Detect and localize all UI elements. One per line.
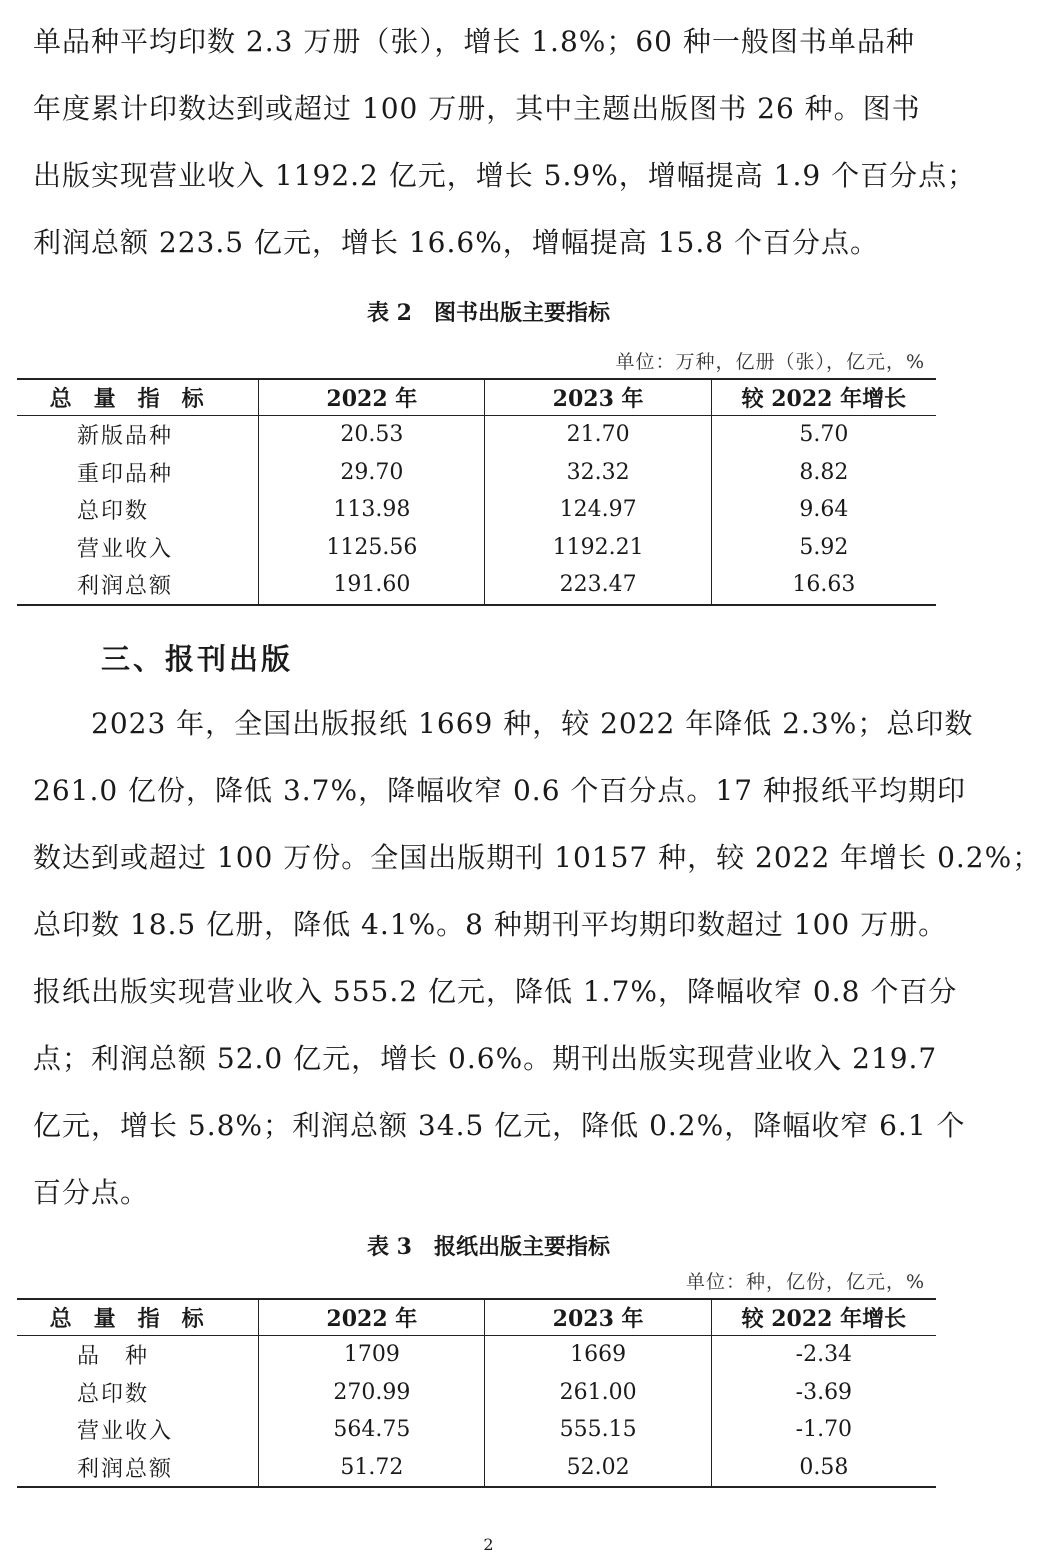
table-row	[17, 1449, 936, 1488]
header-2023: 2023 年	[485, 379, 711, 416]
text-line: 总印数 18.5 亿册，降低 4.1%。8 种期刊平均期印数超过 100 万册。	[33, 908, 948, 941]
value-growth: 16.63	[792, 572, 856, 598]
text-line: 261.0 亿份，降低 3.7%，降幅收窄 0.6 个百分点。17 种报纸平均期印	[33, 774, 966, 807]
value-2023: 223.47	[485, 566, 711, 605]
table2	[17, 378, 936, 606]
header-metric: 总量指标	[17, 379, 259, 416]
value-2022: 270.99	[259, 1374, 485, 1412]
row-name: 重印品种	[17, 454, 259, 492]
value-growth: 9.64	[799, 497, 849, 523]
table-row	[17, 566, 936, 605]
value-2022: 1709	[259, 1336, 485, 1374]
value-growth: 5.92	[799, 534, 849, 560]
table-row	[17, 1374, 936, 1412]
value-growth: -2.34	[795, 1342, 853, 1368]
value-2022: 113.98	[259, 491, 485, 529]
header-metric: 总量指标	[17, 1299, 259, 1336]
text-line: 百分点。	[33, 1176, 150, 1209]
text-line: 出版实现营业收入 1192.2 亿元，增长 5.9%，增幅提高 1.9 个百分点；	[33, 159, 977, 192]
header-2023: 2023 年	[485, 1299, 711, 1336]
table-row	[17, 1411, 936, 1449]
value-2023: 32.32	[485, 454, 711, 492]
text-line: 报纸出版实现营业收入 555.2 亿元，降低 1.7%，降幅收窄 0.8 个百分	[33, 975, 958, 1008]
table-row	[17, 1336, 936, 1374]
row-name: 新版品种	[17, 416, 259, 454]
row-name: 总印数	[17, 491, 259, 529]
value-2023: 21.70	[485, 416, 711, 454]
value-growth: 8.82	[799, 459, 849, 485]
text-line: 2023 年，全国出版报纸 1669 种，较 2022 年降低 2.3%；总印数	[33, 707, 974, 740]
table-row	[17, 491, 936, 529]
value-2022: 564.75	[259, 1411, 485, 1449]
value-2022: 1125.56	[259, 529, 485, 567]
paragraph-press-stats	[33, 690, 1041, 1226]
table-row	[17, 529, 936, 567]
table-row	[17, 454, 936, 492]
table3	[17, 1298, 936, 1488]
value-growth: -1.70	[795, 1417, 853, 1443]
value-2022: 51.72	[259, 1449, 485, 1488]
text-line: 点；利润总额 52.0 亿元，增长 0.6%。期刊出版实现营业收入 219.7	[33, 1042, 938, 1075]
text-line: 年度累计印数达到或超过 100 万册，其中主题出版图书 26 种。图书	[33, 92, 921, 125]
row-name: 利润总额	[17, 566, 259, 605]
value-2023: 1192.21	[485, 529, 711, 567]
table-header-row	[17, 1299, 936, 1336]
text-line: 亿元，增长 5.8%；利润总额 34.5 亿元，降低 0.2%，降幅收窄 6.1 个	[33, 1109, 966, 1142]
paragraph-book-stats	[33, 8, 977, 276]
header-2022: 2022 年	[259, 379, 485, 416]
table3-unit: 单位：种，亿份，亿元，%	[685, 1271, 925, 1293]
value-2023: 52.02	[485, 1449, 711, 1488]
value-2023: 555.15	[485, 1411, 711, 1449]
row-name: 利润总额	[17, 1449, 259, 1488]
table3-caption: 表 3 报纸出版主要指标	[367, 1234, 610, 1260]
row-name: 品 种	[17, 1336, 259, 1374]
row-name: 营业收入	[17, 529, 259, 567]
value-2022: 20.53	[259, 416, 485, 454]
value-2022: 29.70	[259, 454, 485, 492]
row-name: 营业收入	[17, 1411, 259, 1449]
page-number: 2	[483, 1535, 494, 1554]
header-growth: 较 2022 年增长	[711, 379, 936, 416]
value-growth: 5.70	[799, 422, 849, 448]
value-2023: 1669	[485, 1336, 711, 1374]
value-2023: 261.00	[485, 1374, 711, 1412]
table-header-row	[17, 379, 936, 416]
value-2022: 191.60	[259, 566, 485, 605]
header-growth: 较 2022 年增长	[711, 1299, 936, 1336]
value-growth: 0.58	[799, 1454, 849, 1480]
value-growth: -3.69	[795, 1379, 853, 1405]
row-name: 总印数	[17, 1374, 259, 1412]
section-heading: 三、报刊出版	[101, 642, 294, 676]
value-2023: 124.97	[485, 491, 711, 529]
text-line: 单品种平均印数 2.3 万册（张），增长 1.8%；60 种一般图书单品种	[33, 25, 915, 58]
table2-unit: 单位：万种，亿册（张），亿元，%	[615, 351, 925, 373]
table2-caption: 表 2 图书出版主要指标	[367, 300, 610, 326]
text-line: 数达到或超过 100 万份。全国出版期刊 10157 种，较 2022 年增长 0.2%；	[33, 841, 1041, 874]
table-row	[17, 416, 936, 454]
header-2022: 2022 年	[259, 1299, 485, 1336]
text-line: 利润总额 223.5 亿元，增长 16.6%，增幅提高 15.8 个百分点。	[33, 226, 879, 259]
